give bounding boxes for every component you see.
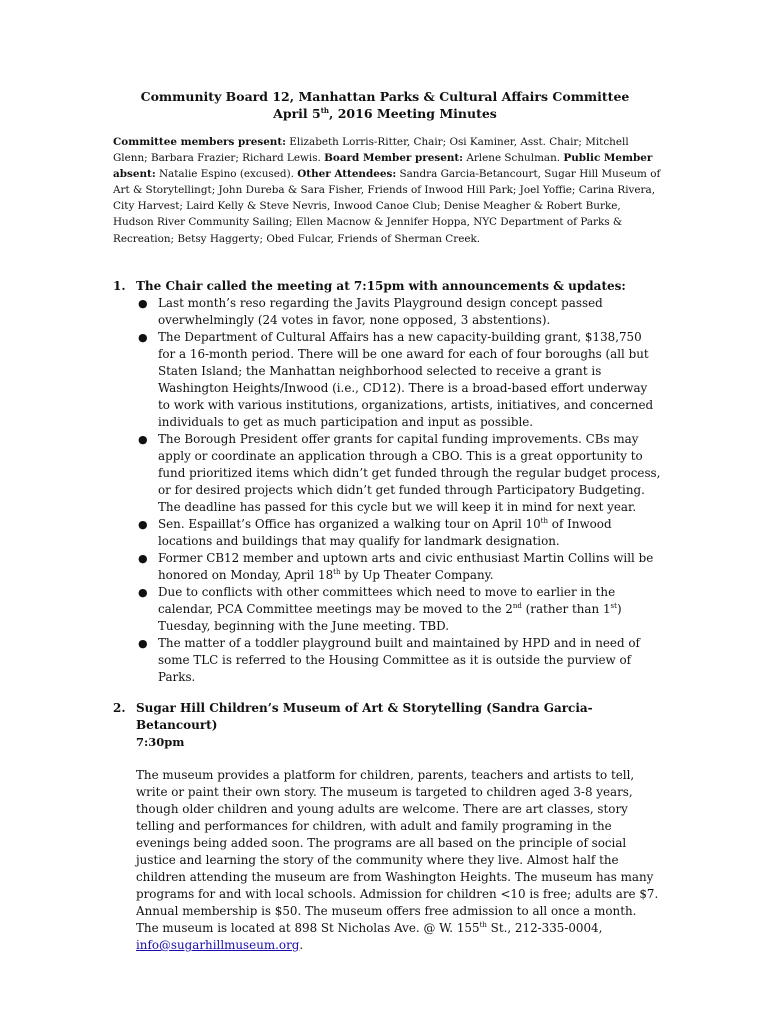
- museum-description: The museum provides a platform for children, parents, teachers and artists to tell, write or paint their own story. The museum is targeted to children aged 3-8 years, though older children and young adults are welcome. There are art classes, story telling and performances for children, with adult and family programing in the evenings being added soon. The programs are all based on the principle of social justice and learning the story of the community where they live. Almost half the children attending the museum are from Washington Heights. The museum has many programs for and with local schools. Admission for children <10 is free; adults are $7. Annual membership is $50. The museum offers free admission to all once a month. The museum is located at 898 St Nicholas Ave. @ W. 155th St., 212-335-0004, info@sugarhillmuseum.org.: [136, 768, 659, 952]
- section-announcements: [113, 278, 661, 686]
- committee-members-label: Committee members present:: [113, 136, 286, 148]
- attendance-paragraph: [113, 134, 661, 247]
- section-2-heading: [113, 700, 661, 734]
- board-member-text: Arlene Schulman.: [463, 152, 564, 165]
- section-1-number: 1.: [113, 279, 126, 293]
- document-title-block: [0, 88, 770, 122]
- bullet-icon: ●: [138, 552, 148, 565]
- other-attendees-text: Sandra Garcia-Betancourt, Sugar Hill Museum of Art & Storytellingt; John Dureba & Sara Fisher, Friends of Inwood Hill Park; Joel Yoffie; Carina Rivera, City Harvest; Laird Kelly & Steve Nevris, Inwood Canoe Club; Denise Meagher & Robert Burke, Hudson River Community Sailing; Ellen Macnow & Jennifer Hoppa, NYC Department of Parks & Recreation; Betsy Haggerty; Obed Fulcar, Friends of Sherman Creek.: [113, 168, 661, 245]
- board-member-label: Board Member present:: [324, 152, 464, 165]
- public-member-label: Public Member absent:: [113, 152, 653, 181]
- section-2-title: Sugar Hill Children’s Museum of Art & Storytelling (Sandra Garcia-Betancourt): [136, 701, 593, 732]
- list-item: ● The Department of Cultural Affairs has a new capacity-building grant, $138,750 for a 16-month period. There will be one award for each of four boroughs (all but Staten Island; the Manhattan neighborhood selected to receive a grant is Washington Heights/Inwood (i.e., CD12). There is a broad-based effort underway to work with various institutions, organizations, artists, initiatives, and concerned individuals to get as much participation and input as possible.: [138, 330, 654, 429]
- list-item: ● The matter of a toddler playground built and maintained by HPD and in need of some TLC is referred to the Housing Committee as it is outside the purview of Parks.: [138, 636, 640, 684]
- section-museum: [113, 700, 661, 954]
- bullet-icon: ●: [138, 637, 148, 650]
- bullet-icon: ●: [138, 433, 148, 446]
- other-attendees-label: Other Attendees:: [297, 168, 397, 181]
- section-1-title: The Chair called the meeting at 7:15pm with announcements & updates:: [136, 279, 626, 293]
- list-item: ● Last month’s reso regarding the Javits Playground design concept passed overwhelmingly (24 votes in favor, none opposed, 3 abstentions).: [138, 296, 603, 327]
- list-item: ● The Borough President offer grants for capital funding improvements. CBs may apply or coordinate an application through a CBO. This is a great opportunity to fund prioritized items which didn’t get funded through the regular budget process, or for desired projects which didn’t get funded through Participatory Budgeting. The deadline has passed for this cycle but we will keep it in mind for next year.: [138, 432, 661, 514]
- document-title: Community Board 12, Manhattan Parks & Cultural Affairs Committee: [140, 89, 630, 104]
- list-item: ● Former CB12 member and uptown arts and civic enthusiast Martin Collins will be honored on Monday, April 18th by Up Theater Company.: [138, 551, 654, 582]
- bullet-icon: ●: [138, 331, 148, 344]
- committee-members-text: Elizabeth Lorris-Ritter, Chair; Osi Kaminer, Asst. Chair; Mitchell Glenn; Barbara Frazier; Richard Lewis.: [113, 136, 629, 165]
- list-item: ● Due to conflicts with other committees which need to move to earlier in the calendar, PCA Committee meetings may be moved to the 2nd (rather than 1st) Tuesday, beginning with the June meeting. TBD.: [138, 585, 622, 633]
- public-member-text: Natalie Espino (excused).: [155, 168, 298, 181]
- announcement-list: [113, 295, 661, 686]
- bullet-icon: ●: [138, 297, 148, 310]
- list-item: ● Sen. Espaillat’s Office has organized a walking tour on April 10th of Inwood locations and buildings that may qualify for landmark designation.: [138, 517, 612, 548]
- section-2-time: 7:30pm: [136, 735, 185, 749]
- email-link[interactable]: info@sugarhillmuseum.org: [136, 938, 300, 952]
- section-1-heading: [113, 278, 661, 295]
- section-2-number: 2.: [113, 701, 126, 715]
- bullet-icon: ●: [138, 586, 148, 599]
- document-subtitle: April 5th, 2016 Meeting Minutes: [273, 105, 497, 121]
- bullet-icon: ●: [138, 518, 148, 531]
